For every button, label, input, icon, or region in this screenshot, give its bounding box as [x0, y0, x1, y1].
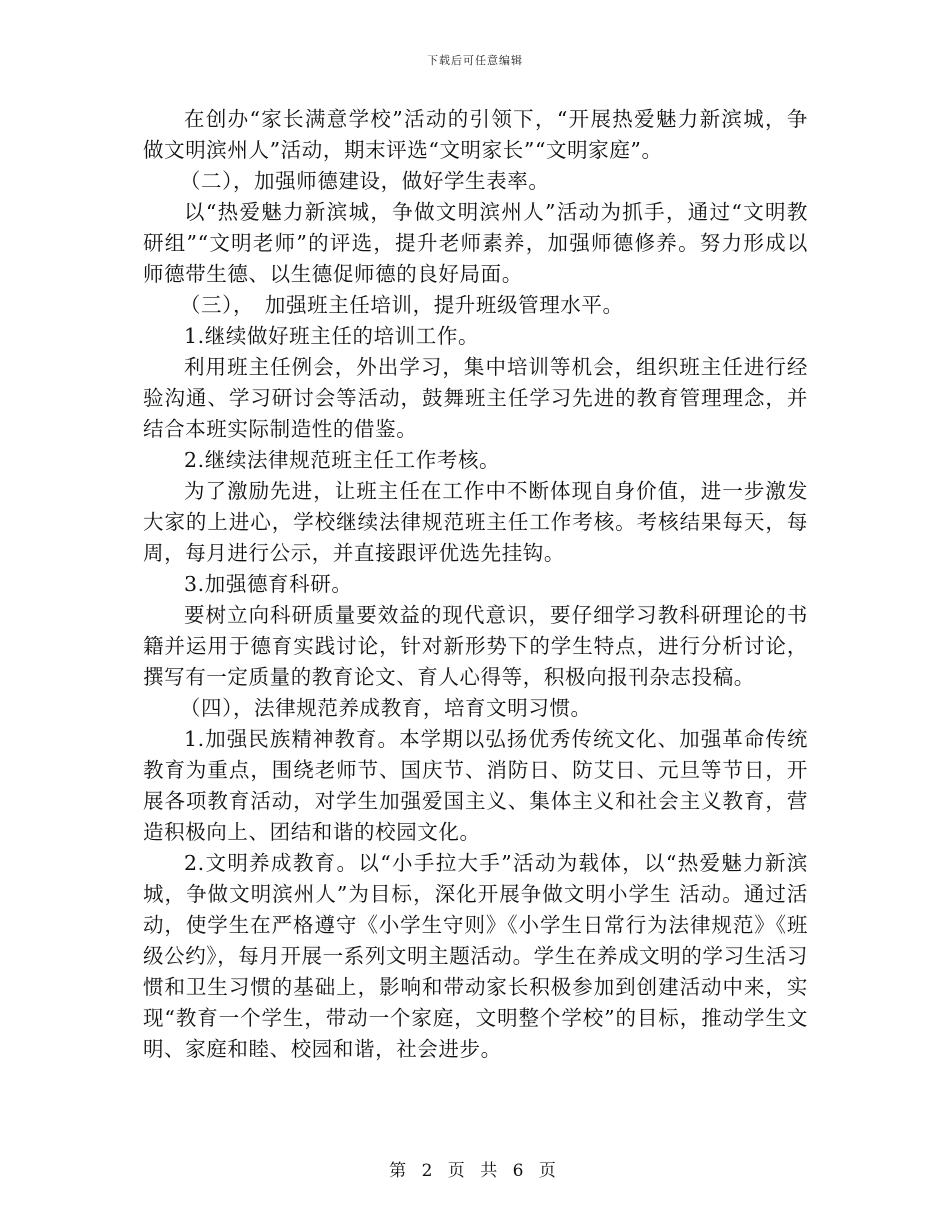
- section-heading: （三）， 加强班主任培训，提升班级管理水平。: [179, 293, 624, 317]
- body-paragraph: 在创办“家长满意学校”活动的引领下，“开展热爱魅力新滨城，争做文明滨州人”活动，期末评选“文明家长”“文明家庭”。: [143, 107, 808, 162]
- subsection-heading: 3.加强德育科研。: [184, 572, 353, 596]
- subsection-heading: 2.继续法律规范班主任工作考核。: [184, 448, 501, 472]
- body-paragraph: 2.文明养成教育。以“小手拉大手”活动为载体，以“热爱魅力新滨城，争做文明滨州人”为目标，深化开展争做文明小学生 活动。通过活动，使学生在严格遵守《小学生守则》《小学生日常行为法律规范》《班级公约》，每月开展一系列文明主题活动。学生在养成文明的学习生活习惯和卫生习惯的基础上，影响和带动家长积极参加到创建活动中来，实现“教育一个学生，带动一个家庭，文明整个学校”的目标，推动学生文明、家庭和睦、校园和谐，社会进步。: [143, 851, 808, 1061]
- page-number-footer: 第 2 页 共 6 页: [389, 1161, 561, 1181]
- body-paragraph: 以“热爱魅力新滨城，争做文明滨州人”活动为抓手，通过“文明教研组”“文明老师”的评选，提升老师素养，加强师德修养。努力形成以师德带生德、以生德促师德的良好局面。: [143, 200, 808, 286]
- document-body: [143, 104, 808, 1065]
- body-paragraph: 利用班主任例会，外出学习，集中培训等机会，组织班主任进行经验沟通、学习研讨会等活动，鼓舞班主任学习先进的教育管理理念，并结合本班实际制造性的借鉴。: [143, 355, 808, 441]
- body-paragraph: 1.加强民族精神教育。本学期以弘扬优秀传统文化、加强革命传统教育为重点，围绕老师节、国庆节、消防日、防艾日、元旦等节日，开展各项教育活动，对学生加强爱国主义、集体主义和社会主义教育，营造积极向上、团结和谐的校园文化。: [143, 727, 808, 844]
- body-paragraph: 要树立向科研质量要效益的现代意识，要仔细学习教科研理论的书籍并运用于德育实践讨论，针对新形势下的学生特点，进行分析讨论，撰写有一定质量的教育论文、育人心得等，积极向报刊杂志投稿。: [143, 603, 808, 689]
- page-header-note: 下载后可任意编辑: [427, 54, 523, 67]
- section-heading: （四），法律规范养成教育，培育文明习惯。: [179, 696, 592, 720]
- subsection-heading: 1.继续做好班主任的培训工作。: [184, 324, 480, 348]
- body-paragraph: 为了激励先进，让班主任在工作中不断体现自身价值，进一步激发大家的上进心，学校继续法律规范班主任工作考核。考核结果每天，每周，每月进行公示，并直接跟评优选先挂钩。: [143, 479, 808, 565]
- section-heading: （二），加强师德建设，做好学生表率。: [179, 169, 550, 193]
